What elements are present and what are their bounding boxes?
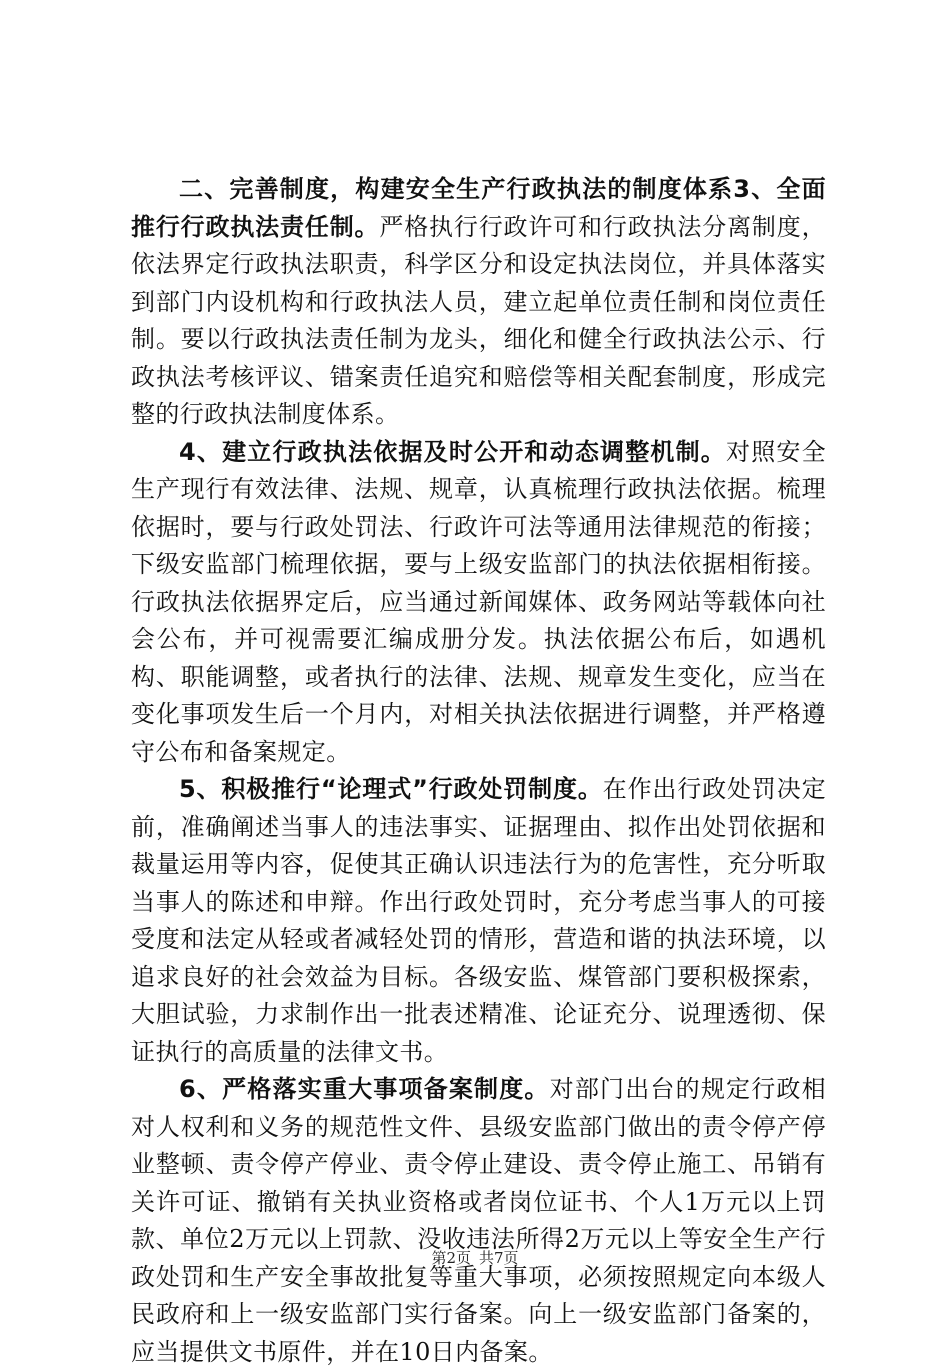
document-body — [131, 171, 826, 1371]
paragraph-heading: 4、建立行政执法依据及时公开和动态调整机制。 — [179, 437, 727, 466]
paragraph-text: 在作出行政处罚决定前，准确阐述当事人的违法事实、证据理由、拟作出处罚依据和裁量运用等内容，促使其正确认识违法行为的危害性，充分听取当事人的陈述和申辩。作出行政处罚时，充分考虑当事人的可接受度和法定从轻或者减轻处罚的情形，营造和谐的执法环境，以追求良好的社会效益为目标。各级安监、煤管部门要积极探索，大胆试验，力求制作出一批表述精准、论证充分、说理透彻、保证执行的高质量的法律文书。 — [131, 775, 826, 1066]
paragraph-text: 对部门出台的规定行政相对人权利和义务的规范性文件、县级安监部门做出的责令停产停业整顿、责令停产停业、责令停止建设、责令停止施工、吊销有关许可证、撤销有关执业资格或者岗位证书、个人1万元以上罚款、单位2万元以上罚款、没收违法所得2万元以上等安全生产行政处罚和生产安全事故批复等重大事项，必须按照规定向本级人民政府和上一级安监部门实行备案。向上一级安监部门备案的，应当提供文书原件，并在10日内备案。 — [131, 1075, 826, 1366]
paragraph-text: 对照安全生产现行有效法律、法规、规章，认真梳理行政执法依据。梳理依据时，要与行政处罚法、行政许可法等通用法律规范的衔接；下级安监部门梳理依据，要与上级安监部门的执法依据相衔接。行政执法依据界定后，应当通过新闻媒体、政务网站等载体向社会公布，并可视需要汇编成册分发。执法依据公布后，如遇机构、职能调整，或者执行的法律、法规、规章发生变化，应当在变化事项发生后一个月内，对相关执法依据进行调整，并严格遵守公布和备案规定。 — [131, 437, 827, 766]
paragraph-item-6 — [131, 1071, 826, 1371]
paragraph-section-2-item-3 — [131, 171, 826, 434]
paragraph-heading: 二、完善制度，构建安全生产行政执法的制度体系3、全面推行行政执法责任制。 — [131, 175, 826, 241]
paragraph-item-5 — [131, 771, 826, 1071]
paragraph-item-4 — [131, 434, 826, 772]
page-number-total: 共7页 — [479, 1249, 519, 1267]
paragraph-heading: 5、积极推行“论理式”行政处罚制度。 — [179, 775, 603, 803]
paragraph-heading: 6、严格落实重大事项备案制度。 — [179, 1075, 550, 1103]
page-number-current: 第2页 — [431, 1249, 471, 1267]
page-footer — [0, 1247, 950, 1268]
paragraph-text: 严格执行行政许可和行政执法分离制度，依法界定行政执法职责，科学区分和设定执法岗位，并具体落实到部门内设机构和行政执法人员，建立起单位责任制和岗位责任制。要以行政执法责任制为龙头，细化和健全行政执法公示、行政执法考核评议、错案责任追究和赔偿等相关配套制度，形成完整的行政执法制度体系。 — [131, 212, 827, 428]
